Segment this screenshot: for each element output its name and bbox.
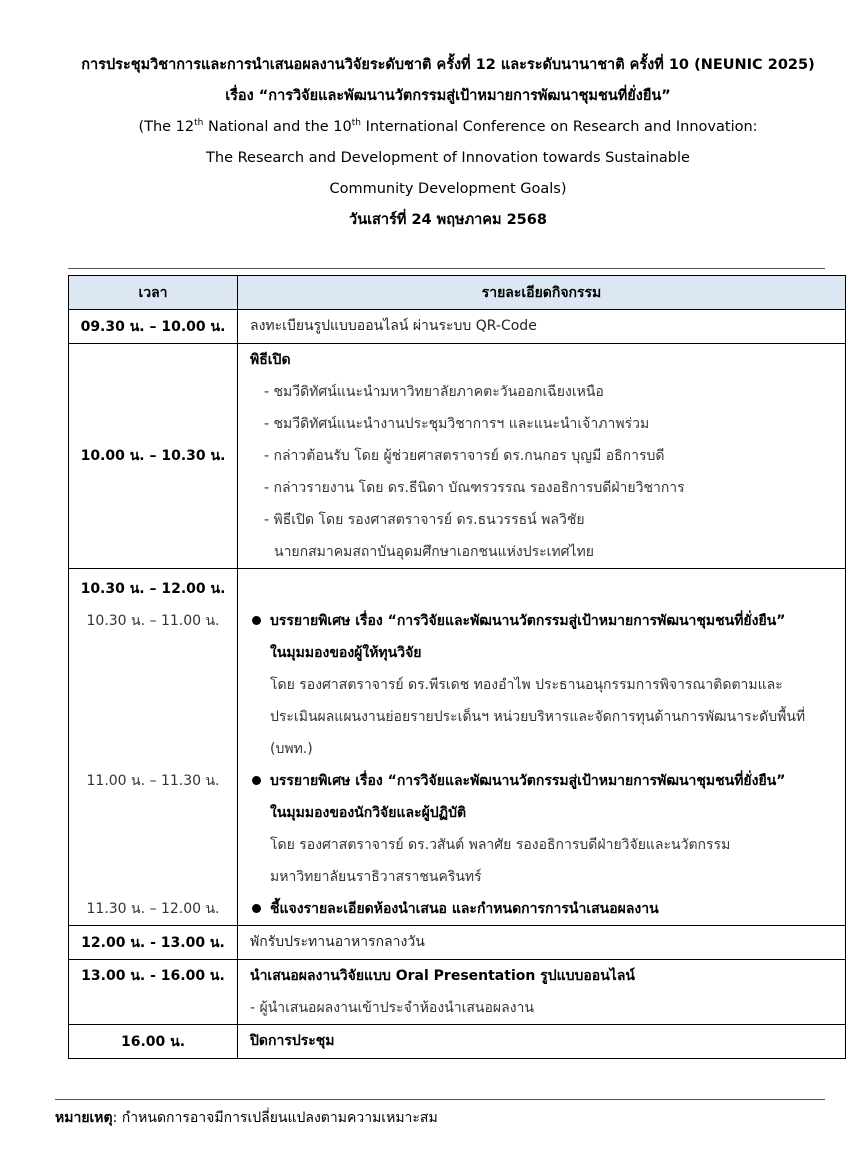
- schedule-table: [68, 275, 846, 1059]
- row-activity: [238, 1025, 846, 1059]
- ordinal-suffix: th: [351, 118, 361, 129]
- row-time: [69, 310, 238, 344]
- header-activity: รายละเอียดกิจกรรม: [238, 276, 846, 310]
- time-text: 16.00 น.: [120, 1033, 186, 1050]
- table-row: [69, 1025, 846, 1059]
- table-row: [69, 310, 846, 344]
- table-header-row: [69, 276, 846, 310]
- time-text: 09.30 น. – 10.00 น.: [80, 318, 226, 335]
- footnote-label: หมายเหตุ: [55, 1110, 113, 1126]
- activity-item: - กล่าวรายงาน โดย ดร.ธีนิดา บัณฑรวรรณ รองอธิการบดีฝ่ายวิชาการ: [264, 480, 685, 496]
- row-activity: [238, 926, 846, 960]
- time-text: 10.30 น. – 12.00 น.: [80, 581, 226, 597]
- bullet-icon: [252, 616, 261, 625]
- activity-text: ลงทะเบียนรูปแบบออนไลน์ ผ่านระบบ QR-Code: [250, 318, 537, 334]
- row-time: [69, 569, 238, 926]
- row-activity: [238, 569, 846, 926]
- session-time: 11.30 น. – 12.00 น.: [86, 901, 220, 917]
- session-subtitle: ในมุมมองของนักวิจัยและผู้ปฏิบัติ: [270, 805, 467, 821]
- conference-title: การประชุมวิชาการและการนำเสนอผลงานวิจัยระดับชาติ ครั้งที่ 12 และระดับนานาชาติ ครั้งที่ 10 (NEUNIC 2025): [81, 57, 815, 73]
- activity-item: - ชมวีดิทัศน์แนะนำงานประชุมวิชาการฯ และแนะนำเจ้าภาพร่วม: [264, 416, 650, 432]
- row-activity: [238, 960, 846, 1025]
- table-row: [69, 344, 846, 569]
- row-time: [69, 926, 238, 960]
- english-title-part: National and the 10: [203, 119, 352, 135]
- activity-item: - ชมวีดิทัศน์แนะนำมหาวิทยาลัยภาคตะวันออกเฉียงเหนือ: [264, 384, 604, 400]
- footnote: [55, 1106, 438, 1130]
- header-time: เวลา: [69, 276, 238, 310]
- time-text: 12.00 น. - 13.00 น.: [81, 934, 225, 951]
- english-title-line1: [0, 112, 861, 143]
- session-detail: (บพท.): [270, 741, 313, 757]
- session-detail: โดย รองศาสตราจารย์ ดร.พีรเดช ทองอำไพ ประธานอนุกรรมการพิจารณาติดตามและ: [270, 677, 783, 693]
- conference-theme: เรื่อง “การวิจัยและพัฒนานวัตกรรมสู่เป้าหมายการพัฒนาชุมชนที่ยั่งยืน”: [225, 88, 671, 104]
- session-detail: ประเมินผลแผนงานย่อยรายประเด็นฯ หน่วยบริหารและจัดการทุนด้านการพัฒนาระดับพื้นที่: [270, 709, 806, 725]
- session-detail: มหาวิทยาลัยนราธิวาสราชนครินทร์: [270, 869, 482, 885]
- time-text: 13.00 น. - 16.00 น.: [81, 968, 225, 984]
- session-detail: โดย รองศาสตราจารย์ ดร.วสันต์ พลาศัย รองอธิการบดีฝ่ายวิจัยและนวัตกรรม: [270, 837, 731, 853]
- document-header: [0, 50, 861, 236]
- activity-title: พิธีเปิด: [250, 352, 291, 368]
- session-subtitle: ในมุมมองของผู้ให้ทุนวิจัย: [270, 645, 422, 661]
- activity-item: - ผู้นำเสนอผลงานเข้าประจำห้องนำเสนอผลงาน: [250, 1000, 534, 1016]
- row-time: [69, 1025, 238, 1059]
- english-title-part: International Conference on Research and Innovation:: [360, 119, 758, 135]
- table-row: [69, 569, 846, 926]
- table-row: [69, 926, 846, 960]
- bullet-icon: [252, 776, 261, 785]
- row-activity: [238, 344, 846, 569]
- event-date: วันเสาร์ที่ 24 พฤษภาคม 2568: [349, 212, 547, 228]
- session-time: 10.30 น. – 11.00 น.: [86, 613, 220, 629]
- table-row: [69, 960, 846, 1025]
- row-time: [69, 960, 238, 1025]
- bottom-divider: [55, 1099, 825, 1100]
- activity-text: พักรับประทานอาหารกลางวัน: [250, 934, 425, 950]
- session-title: บรรยายพิเศษ เรื่อง “การวิจัยและพัฒนานวัตกรรมสู่เป้าหมายการพัฒนาชุมชนที่ยั่งยืน”: [250, 765, 845, 797]
- activity-item: - กล่าวต้อนรับ โดย ผู้ช่วยศาสตราจารย์ ดร.กนกอร บุญมี อธิการบดี: [264, 448, 665, 464]
- session-title: บรรยายพิเศษ เรื่อง “การวิจัยและพัฒนานวัตกรรมสู่เป้าหมายการพัฒนาชุมชนที่ยั่งยืน”: [250, 605, 845, 637]
- bullet-icon: [252, 904, 261, 913]
- activity-title: นำเสนอผลงานวิจัยแบบ Oral Presentation รูปแบบออนไลน์: [250, 968, 635, 984]
- activity-title: ปิดการประชุม: [250, 1033, 335, 1049]
- top-divider: [68, 268, 825, 269]
- activity-item: นายกสมาคมสถาบันอุดมศึกษาเอกชนแห่งประเทศไทย: [274, 544, 594, 560]
- english-title-part: (The 12: [138, 119, 195, 135]
- session-time: 11.00 น. – 11.30 น.: [86, 773, 220, 789]
- time-text: 10.00 น. – 10.30 น.: [80, 448, 226, 464]
- row-time: [69, 344, 238, 569]
- activity-item: - พิธีเปิด โดย รองศาสตราจารย์ ดร.ธนวรรธน์ พลวิชัย: [264, 512, 585, 528]
- english-title-line3: Community Development Goals): [329, 181, 567, 197]
- ordinal-suffix: th: [194, 118, 204, 129]
- session-title: ชี้แจงรายละเอียดห้องนำเสนอ และกำหนดการการนำเสนอผลงาน: [250, 893, 845, 925]
- english-title-line2: The Research and Development of Innovation towards Sustainable: [206, 150, 690, 166]
- row-activity: [238, 310, 846, 344]
- footnote-text: : กำหนดการอาจมีการเปลี่ยนแปลงตามความเหมาะสม: [112, 1110, 438, 1126]
